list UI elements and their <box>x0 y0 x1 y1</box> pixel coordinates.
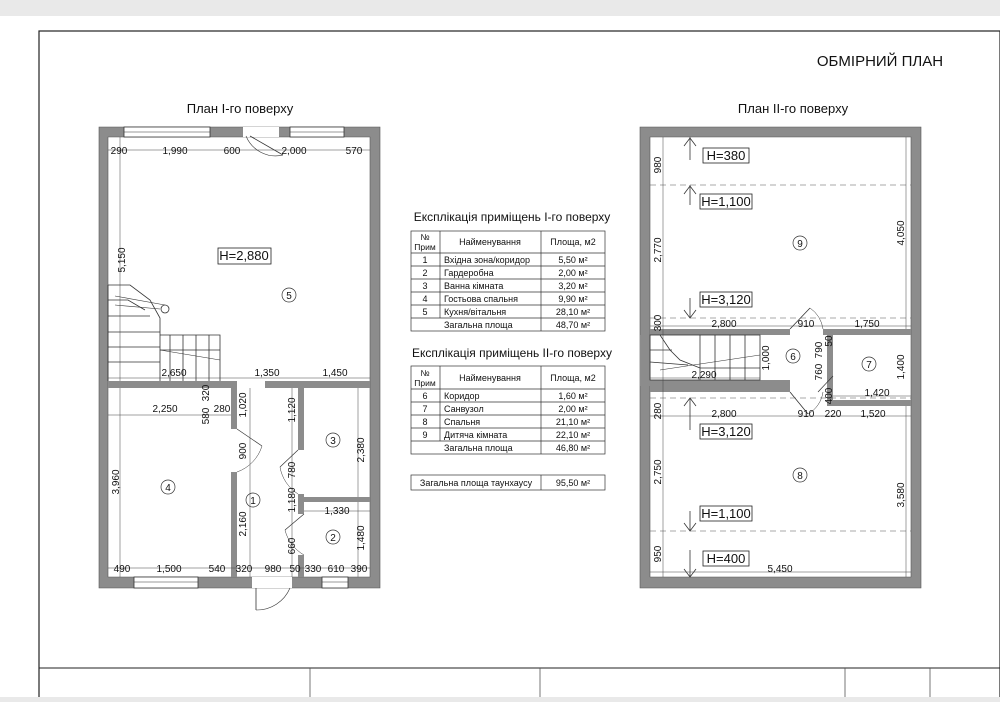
dimension: 2,770 <box>653 237 664 263</box>
table-cell: 4 <box>422 294 428 304</box>
dimension: 290 <box>110 146 128 157</box>
room-number: 5 <box>286 291 292 302</box>
table-cell: Дитяча кімната <box>444 430 508 440</box>
dimension: 910 <box>797 319 815 330</box>
table-header: Площа, м2 <box>550 237 596 247</box>
dimension: 2,290 <box>691 370 717 381</box>
dimension: 600 <box>223 146 241 157</box>
dimension: 610 <box>327 564 345 575</box>
table-title: Експлікація приміщень ІІ-го поверху <box>412 346 612 360</box>
dimension: 780 <box>287 461 298 479</box>
height-mark: H=1,100 <box>701 506 751 521</box>
room-number: 4 <box>165 483 171 494</box>
room-number: 8 <box>797 471 803 482</box>
table-cell: 22,10 м² <box>555 430 591 440</box>
dimension: 1,350 <box>254 368 280 379</box>
table-cell: Гардеробна <box>444 268 494 278</box>
dimension: 3,580 <box>896 482 907 508</box>
floor1-title: План І-го поверху <box>186 101 294 116</box>
floor2-title: План ІІ-го поверху <box>737 101 849 116</box>
dimension: 1,330 <box>324 506 350 517</box>
dimension: 280 <box>653 402 664 420</box>
table-cell: 1 <box>422 255 428 265</box>
room-number: 7 <box>866 360 872 371</box>
dimension: 2,250 <box>152 404 178 415</box>
dimension: 1,120 <box>287 397 298 423</box>
height-mark: H=1,100 <box>701 194 751 209</box>
height-mark: H=380 <box>706 148 746 163</box>
dimension: 900 <box>238 442 249 460</box>
dimension: 2,160 <box>238 511 249 537</box>
table-cell: Вхідна зона/коридор <box>444 255 530 265</box>
table-cell: 9,90 м² <box>558 294 588 304</box>
dimension: 2,800 <box>711 319 737 330</box>
table-header: № <box>420 368 430 378</box>
dimension: 760 <box>814 363 825 381</box>
table-total-value: 46,80 м² <box>555 443 591 453</box>
wall <box>231 381 237 429</box>
table-cell: Спальня <box>444 417 481 427</box>
table-title: Експлікація приміщень І-го поверху <box>413 210 611 224</box>
dimension: 2,750 <box>653 459 664 485</box>
table-header: Прим <box>414 378 436 388</box>
dimension: 5,150 <box>117 247 128 273</box>
dimension: 790 <box>814 341 825 359</box>
window <box>322 577 348 588</box>
sheet-title: ОБМІРНИЙ ПЛАН <box>816 53 944 70</box>
table-total-label: Загальна площа <box>444 443 513 453</box>
height-mark: H=400 <box>706 551 746 566</box>
total-area-label: Загальна площа таунхаусу <box>419 478 533 488</box>
dimension: 1,020 <box>238 392 249 418</box>
table-cell: 8 <box>422 417 428 427</box>
dimension: 2,380 <box>356 437 367 463</box>
wall <box>108 381 235 388</box>
table-cell: 3,20 м² <box>558 281 588 291</box>
table-header: № <box>420 232 430 242</box>
wall <box>833 400 911 406</box>
wall <box>640 335 650 386</box>
door-opening <box>243 127 279 137</box>
dimension: 50 <box>824 335 835 347</box>
table-cell: 5,50 м² <box>558 255 588 265</box>
table-cell: 5 <box>422 307 428 317</box>
dimension: 1,450 <box>322 368 348 379</box>
table-cell: 3 <box>422 281 428 291</box>
room-number: 3 <box>330 436 336 447</box>
table-cell: Кухня/вітальня <box>444 307 507 317</box>
dimension: 4,050 <box>896 220 907 246</box>
dimension: 580 <box>201 407 212 425</box>
table-cell: 2,00 м² <box>558 268 588 278</box>
table-header: Найменування <box>459 373 521 383</box>
room-number: 6 <box>790 352 796 363</box>
dimension: 5,450 <box>767 564 793 575</box>
dimension: 320 <box>201 384 212 402</box>
table-header: Площа, м2 <box>550 373 596 383</box>
table-header: Найменування <box>459 237 521 247</box>
height-mark: H=3,120 <box>701 424 751 439</box>
wall <box>650 380 790 386</box>
dimension: 660 <box>287 537 298 555</box>
dimension: 1,480 <box>356 525 367 551</box>
table-cell: 7 <box>422 404 428 414</box>
wall <box>650 386 790 392</box>
dimension: 910 <box>797 409 815 420</box>
wall <box>265 381 370 388</box>
height-mark: H=2,880 <box>219 248 269 263</box>
dimension: 540 <box>208 564 226 575</box>
table-cell: Гостьова спальня <box>444 294 518 304</box>
dimension: 1,420 <box>864 388 890 399</box>
dimension: 400 <box>824 387 835 405</box>
table-cell: 2,00 м² <box>558 404 588 414</box>
dimension: 1,990 <box>162 146 188 157</box>
room-number: 1 <box>250 496 256 507</box>
table-header: Прим <box>414 242 436 252</box>
dimension: 3,960 <box>111 469 122 495</box>
room-number: 9 <box>797 239 803 250</box>
entrance-door-opening <box>252 577 292 588</box>
wall <box>304 497 370 502</box>
dimension: 1,750 <box>854 319 880 330</box>
room-number: 2 <box>330 533 336 544</box>
dimension: 980 <box>653 156 664 174</box>
dimension: 1,180 <box>287 487 298 513</box>
dimension: 220 <box>824 409 842 420</box>
dimension: 1,500 <box>156 564 182 575</box>
dimension: 2,000 <box>281 146 307 157</box>
table-total-label: Загальна площа <box>444 320 513 330</box>
wall <box>298 388 304 450</box>
dimension: 320 <box>235 564 253 575</box>
dimension: 300 <box>653 314 664 332</box>
table-cell: 2 <box>422 268 428 278</box>
dimension: 980 <box>264 564 282 575</box>
wall <box>298 494 304 514</box>
table-cell: 21,10 м² <box>555 417 591 427</box>
dimension: 490 <box>113 564 131 575</box>
dimension: 570 <box>345 146 363 157</box>
dimension: 1,400 <box>896 354 907 380</box>
total-area-value: 95,50 м² <box>555 478 591 488</box>
table-cell: 6 <box>422 391 428 401</box>
table-cell: 1,60 м² <box>558 391 588 401</box>
table-cell: 9 <box>422 430 428 440</box>
table-total-value: 48,70 м² <box>555 320 591 330</box>
dimension: 280 <box>213 404 231 415</box>
dimension: 50 <box>289 564 301 575</box>
table-cell: Ванна кімната <box>444 281 504 291</box>
dimension: 950 <box>653 545 664 563</box>
dimension: 390 <box>350 564 368 575</box>
table-cell: 28,10 м² <box>555 307 591 317</box>
dimension: 1,520 <box>860 409 886 420</box>
table-cell: Коридор <box>444 391 480 401</box>
dimension: 330 <box>304 564 322 575</box>
table-cell: Санвузол <box>444 404 484 414</box>
dimension: 2,800 <box>711 409 737 420</box>
dimension: 1,000 <box>761 345 772 371</box>
dimension: 2,650 <box>161 368 187 379</box>
total-area-box <box>411 475 605 490</box>
height-mark: H=3,120 <box>701 292 751 307</box>
wall <box>231 472 237 577</box>
window <box>134 577 198 588</box>
